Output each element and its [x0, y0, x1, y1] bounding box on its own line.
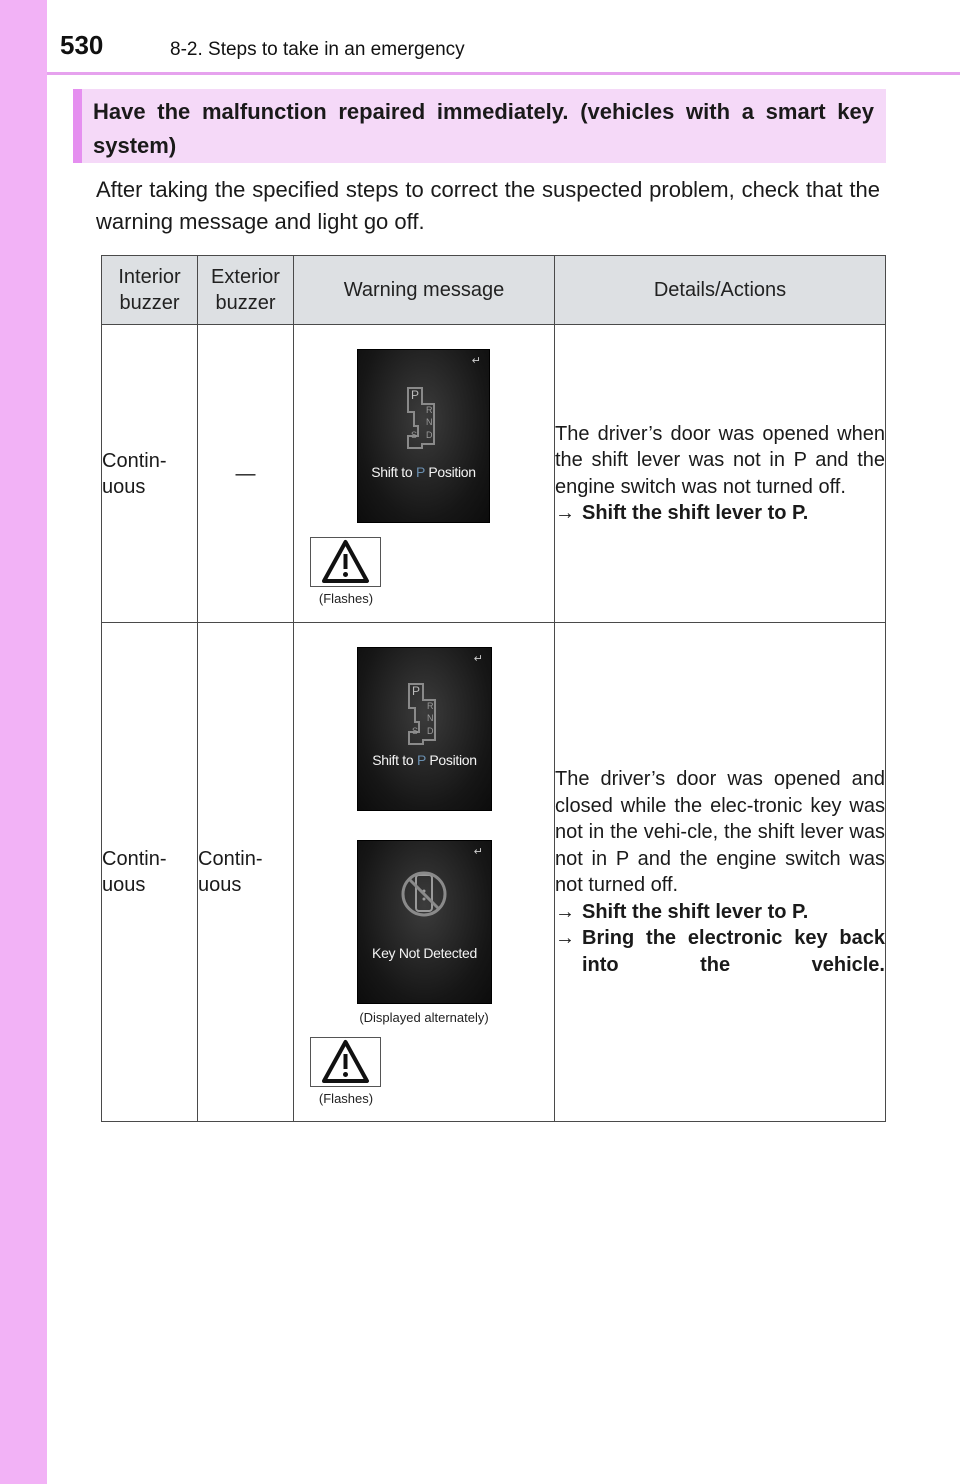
- flashes-caption: (Flashes): [318, 1091, 374, 1106]
- header-exterior-buzzer: Exterior buzzer: [198, 256, 294, 325]
- svg-text:R: R: [427, 701, 434, 711]
- warning-light-box: [310, 537, 381, 587]
- warning-triangle-icon: [311, 1038, 380, 1086]
- page-number: 530: [60, 30, 104, 60]
- exterior-buzzer-value: —: [235, 462, 256, 485]
- interior-buzzer-value: Contin-uous: [102, 848, 167, 896]
- svg-text:N: N: [427, 713, 434, 723]
- flashes-caption: (Flashes): [318, 591, 374, 606]
- arrow-icon: →: [555, 927, 575, 949]
- warning-table: [101, 255, 886, 1122]
- svg-text:P: P: [411, 388, 420, 402]
- svg-text:R: R: [426, 405, 433, 415]
- action-text: Shift the shift lever to P.: [582, 502, 809, 524]
- details-cell: [555, 623, 886, 1122]
- interior-buzzer-cell: [102, 325, 198, 623]
- exterior-buzzer-value: Contin-uous: [198, 848, 263, 896]
- section-title: 8-2. Steps to take in an emergency: [170, 39, 465, 60]
- alternate-caption: (Displayed alternately): [359, 1010, 489, 1025]
- action-item: [555, 925, 885, 978]
- action-text: Bring the electronic key back into the vehicle.: [582, 927, 885, 976]
- back-icon: ↵: [473, 846, 483, 858]
- interior-buzzer-value: Contin-uous: [102, 449, 167, 498]
- key-not-detected-icon: [400, 869, 448, 921]
- details-text: The driver’s door was opened and closed while the elec-tronic key was not in the vehi-cle, the shift lever was not in P and the engine switch was not turned off.: [555, 768, 885, 896]
- svg-text:D: D: [427, 726, 434, 736]
- svg-text:D: D: [426, 430, 433, 440]
- action-item: [555, 500, 885, 527]
- screen-message: Shift to P Position: [372, 752, 477, 768]
- header-interior-buzzer: Interior buzzer: [102, 256, 198, 325]
- topic-box: [73, 89, 886, 163]
- details-text: The driver’s door was opened when the shift lever was not in P and the engine switch was not turned off.: [555, 422, 885, 498]
- screen-message: Shift to P Position: [371, 464, 476, 480]
- shift-gate-icon: [400, 382, 448, 454]
- warning-triangle-icon: [311, 538, 380, 586]
- page-side-tab: [0, 0, 47, 1484]
- action-item: [555, 899, 885, 926]
- warning-message-cell: [294, 325, 555, 623]
- screen-message: Key Not Detected: [372, 945, 477, 961]
- key-not-detected-screen: [357, 840, 492, 1004]
- arrow-icon: →: [555, 900, 575, 923]
- warning-message-cell: [294, 623, 555, 1122]
- interior-buzzer-cell: [102, 623, 198, 1122]
- topic-title: Have the malfunction repaired immediately. (vehicles with a smart key system): [93, 99, 874, 158]
- svg-text:S: S: [412, 726, 419, 736]
- intro-paragraph: After taking the specified steps to correct the suspected problem, check that the warning message and light go off.: [96, 177, 880, 234]
- shift-to-p-screen: [357, 647, 492, 811]
- table-row: [102, 623, 886, 1122]
- svg-text:S: S: [411, 430, 418, 440]
- exterior-buzzer-cell: [198, 623, 294, 1122]
- warning-light-box: [310, 1037, 381, 1087]
- svg-text:N: N: [426, 417, 433, 427]
- arrow-icon: →: [555, 502, 575, 524]
- shift-gate-icon: [401, 678, 449, 750]
- back-icon: ↵: [473, 653, 483, 665]
- header-details-actions: Details/Actions: [555, 256, 886, 325]
- shift-to-p-screen: [357, 349, 490, 523]
- table-row: [102, 325, 886, 623]
- exterior-buzzer-cell: [198, 325, 294, 623]
- svg-text:P: P: [412, 684, 421, 698]
- table-header-row: [102, 256, 886, 325]
- action-text: Shift the shift lever to P.: [582, 900, 809, 923]
- back-icon: ↵: [471, 355, 481, 367]
- details-cell: [555, 325, 886, 623]
- header-warning-message: Warning message: [294, 256, 555, 325]
- header-rule: [47, 72, 960, 75]
